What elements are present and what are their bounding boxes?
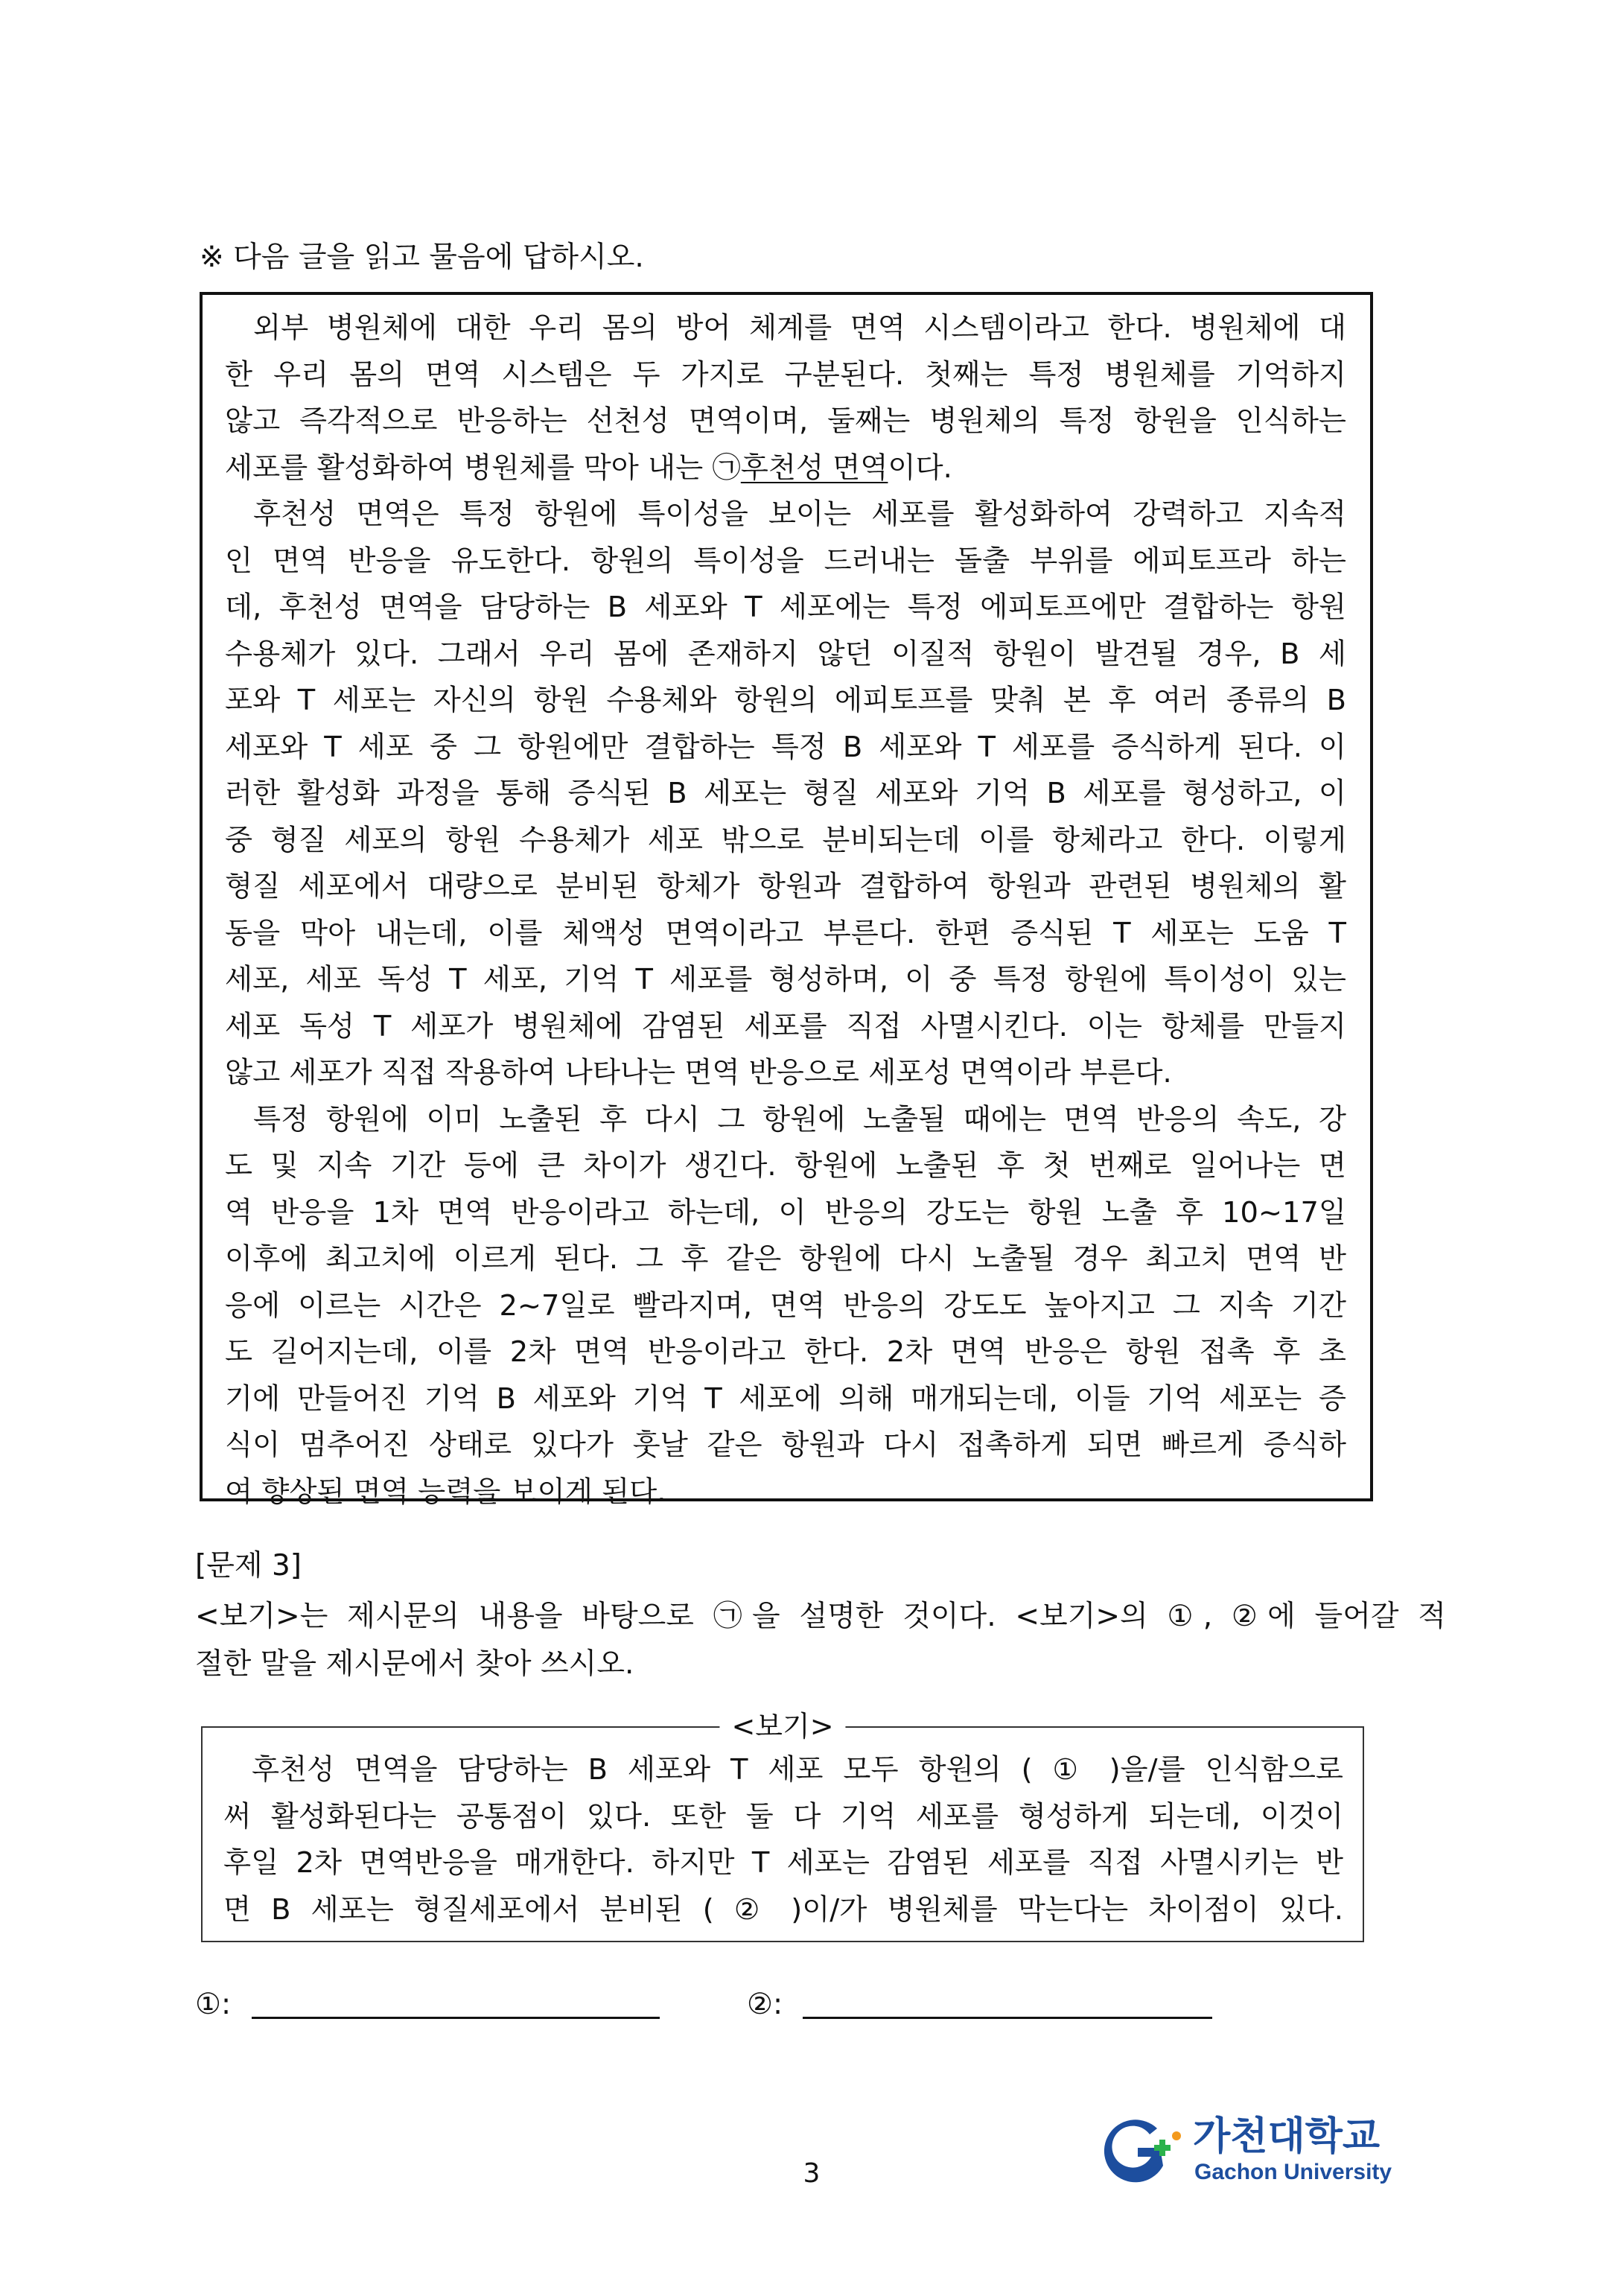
question-line: <보기>는 제시문의 내용을 바탕으로 ㉠을 설명한 것이다. <보기>의 ①, ②에 들어갈 적 [195, 1600, 1446, 1633]
bogi-line: 후천성 면역을 담당하는 B 세포와 T 세포 모두 항원의 ( ① )을/를 인식함으로 [252, 1753, 1343, 1787]
passage-line: 여 향상된 면역 능력을 보이게 된다. [225, 1475, 666, 1509]
passage-line: 특정 항원에 이미 노출된 후 다시 그 항원에 노출될 때에는 면역 반응의 속도, 강 [253, 1102, 1346, 1136]
passage-line: 중 형질 세포의 항원 수용체가 세포 밖으로 분비되는데 이를 항체라고 한다. 이렇게 [225, 823, 1346, 857]
question-line: 절한 말을 제시문에서 찾아 쓰시오. [195, 1647, 634, 1681]
answer-2-field[interactable] [803, 2017, 1212, 2019]
bogi-line: 써 활성화된다는 공통점이 있다. 또한 둘 다 기억 세포를 형성하게 되는데, 이것이 [223, 1799, 1343, 1834]
passage-line: 포와 T 세포는 자신의 항원 수용체와 항원의 에피토프를 맞춰 본 후 여러 종류의 B [225, 684, 1346, 717]
marker-giyeok: ㉠ [712, 451, 741, 485]
bogi-title: <보기> [719, 1708, 845, 1744]
logo-name-en: Gachon University [1194, 2160, 1392, 2184]
underlined-term: 후천성 면역 [740, 451, 888, 485]
passage-line: 세포, 세포 독성 T 세포, 기억 T 세포를 형성하며, 이 중 특정 항원에 특이성이 있는 [225, 963, 1346, 996]
passage-line: 도 길어지는데, 이를 2차 면역 반응이라고 한다. 2차 면역 반응은 항원 접촉 후 초 [225, 1335, 1346, 1369]
logo-name-ko: 가천대학교 [1193, 2114, 1381, 2159]
passage-line: 한 우리 몸의 면역 시스템은 두 가지로 구분된다. 첫째는 특정 병원체를 기억하지 [225, 357, 1346, 392]
question-label: [문제 3] [195, 1549, 302, 1583]
university-logo [1089, 2109, 1424, 2191]
instruction-text: ※ 다음 글을 읽고 물음에 답하시오. [200, 241, 644, 274]
passage-line: 형질 세포에서 대량으로 분비된 항체가 항원과 결합하여 항원과 관련된 병원체의 활 [225, 870, 1346, 903]
passage-line: 동을 막아 내는데, 이를 체액성 면역이라고 부른다. 한편 증식된 T 세포는 도움 T [225, 916, 1346, 950]
passage-box [200, 292, 1373, 1509]
answer-1-label: ①: [195, 1988, 232, 2021]
answer-2-label: ②: [747, 1988, 783, 2021]
bogi-line: 후일 2차 면역반응을 매개한다. 하지만 T 세포는 감염된 세포를 직접 사멸시키는 반 [223, 1846, 1343, 1880]
passage-line: 수용체가 있다. 그래서 우리 몸에 존재하지 않던 이질적 항원이 발견될 경우, B 세 [225, 637, 1346, 671]
passage-line: 데, 후천성 면역을 담당하는 B 세포와 T 세포에는 특정 에피토프에만 결합하는 항원 [225, 591, 1346, 624]
passage-line: 러한 활성화 과정을 통해 증식된 B 세포는 형질 세포와 기억 B 세포를 형성하고, 이 [225, 777, 1346, 810]
bogi-line: 면 B 세포는 형질세포에서 분비된 ( ② )이/가 병원체를 막는다는 차이점이 있다. [223, 1892, 1343, 1927]
passage-line: 않고 세포가 직접 작용하여 나타나는 면역 반응으로 세포성 면역이라 부른다. [225, 1056, 1172, 1090]
page-number: 3 [803, 2158, 821, 2189]
passage-line: 응에 이르는 시간은 2~7일로 빨라지며, 면역 반응의 강도도 높아지고 그 지속 기간 [225, 1288, 1346, 1323]
passage-line: 도 및 지속 기간 등에 큰 차이가 생긴다. 항원에 노출된 후 첫 번째로 일어나는 면 [225, 1149, 1346, 1183]
passage-line: 세포와 T 세포 중 그 항원에만 결합하는 특정 B 세포와 T 세포를 증식하게 된다. 이 [225, 730, 1346, 764]
passage-line: 외부 병원체에 대한 우리 몸의 방어 체계를 면역 시스템이라고 한다. 병원체에 대 [253, 311, 1346, 345]
passage-line: 식이 멈추어진 상태로 있다가 훗날 같은 항원과 다시 접촉하게 되면 빠르게 증식하 [225, 1428, 1346, 1462]
passage-line: 않고 즉각적으로 반응하는 선천성 면역이며, 둘째는 병원체의 특정 항원을 인식하는 [225, 404, 1346, 438]
passage-line: 이후에 최고치에 이르게 된다. 그 후 같은 항원에 다시 노출될 경우 최고치 면역 반 [225, 1242, 1346, 1276]
passage-line [225, 445, 1346, 492]
passage-line: 세포 독성 T 세포가 병원체에 감염된 세포를 직접 사멸시킨다. 이는 항체를 만들지 [225, 1009, 1346, 1043]
passage-line: 인 면역 반응을 유도한다. 항원의 특이성을 드러내는 돌출 부위를 에피토프라 하는 [225, 544, 1346, 578]
passage-line: 역 반응을 1차 면역 반응이라고 하는데, 이 반응의 강도는 항원 노출 후 10~17일 [225, 1195, 1346, 1230]
bogi-box [201, 1710, 1364, 1942]
passage-text: 이다. [888, 451, 952, 485]
answer-1-field[interactable] [252, 2017, 660, 2019]
passage-text: 세포를 활성화하여 병원체를 막아 내는 [225, 451, 713, 485]
passage-line: 기에 만들어진 기억 B 세포와 기억 T 세포에 의해 매개되는데, 이들 기억 세포는 증 [225, 1381, 1346, 1416]
passage-line: 후천성 면역은 특정 항원에 특이성을 보이는 세포를 활성화하여 강력하고 지속적 [253, 497, 1346, 531]
question-text [195, 1593, 1446, 1688]
